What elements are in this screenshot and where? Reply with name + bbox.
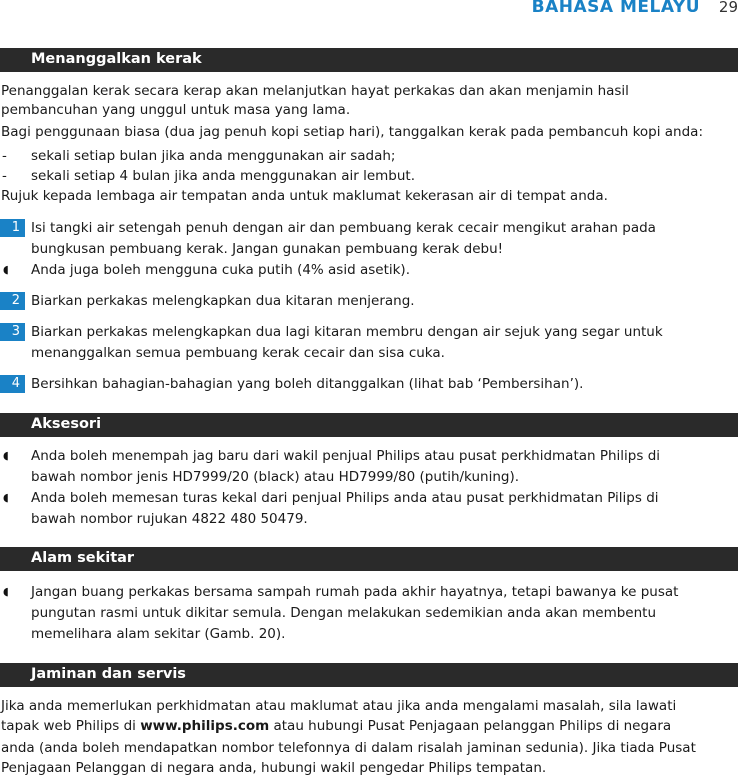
paragraph-line: anda (anda boleh mendapatkan nombor telefonnya di dalam risalah jaminan sedunia). Jika tiada Pusat (1, 740, 696, 756)
bullet-icon: ◖ (3, 263, 9, 276)
section-header-accessories (0, 413, 738, 437)
section-header-environment (0, 547, 738, 571)
list-item: sekali setiap bulan jika anda menggunakan air sadah; (31, 148, 396, 164)
bullet-icon: ◖ (3, 449, 9, 462)
bullet-text: Anda boleh menempah jag baru dari wakil penjual Philips atau pusat perkhidmatan Philips di (31, 448, 661, 464)
bullet-text: memelihara alam sekitar (Gamb. 20). (31, 626, 286, 642)
paragraph-line: Penanggalan kerak secara kerap akan melanjutkan hayat perkakas dan akan menjamin hasil (1, 83, 629, 99)
bullet-text: Anda boleh memesan turas kekal dari penjual Philips anda atau pusat perkhidmatan Pilips di (31, 490, 659, 506)
dash-marker: - (2, 148, 7, 164)
section-title: Aksesori (31, 416, 102, 432)
bullet-icon: ◖ (3, 585, 9, 598)
text-segment: tapak web Philips di (1, 718, 141, 734)
step-text: Biarkan perkakas melengkapkan dua kitaran menjerang. (31, 293, 415, 309)
bullet-text: bawah nombor jenis HD7999/20 (black) atau HD7999/80 (putih/kuning). (31, 469, 520, 485)
page-header (0, 0, 738, 22)
language-label: BAHASA MELAYU (531, 0, 700, 17)
bullet-text: pungutan rasmi untuk dikitar semula. Dengan melakukan sedemikian anda akan membentu (31, 605, 657, 621)
step-number-badge: 4 (0, 375, 25, 393)
step-text: Isi tangki air setengah penuh dengan air dan pembuang kerak cecair mengikut arahan pada (31, 220, 656, 236)
paragraph-line: Jika anda memerlukan perkhidmatan atau maklumat atau jika anda mengalami masalah, sila lawati (1, 698, 677, 714)
website-link[interactable]: www.philips.com (140, 718, 270, 734)
section-header-guarantee (0, 663, 738, 687)
bullet-text: Jangan buang perkakas bersama sampah rumah pada akhir hayatnya, tetapi bawanya ke pusat (31, 584, 679, 600)
step-text: bungkusan pembuang kerak. Jangan gunakan pembuang kerak debu! (31, 241, 504, 257)
bullet-icon: ◖ (3, 491, 9, 504)
section-title: Menanggalkan kerak (31, 51, 202, 67)
step-text: Biarkan perkakas melengkapkan dua lagi kitaran membru dengan air sejuk yang segar untuk (31, 324, 663, 340)
bullet-text: Anda juga boleh mengguna cuka putih (4% asid asetik). (31, 262, 410, 278)
dash-marker: - (2, 168, 7, 184)
page-number: 29 (718, 0, 738, 16)
step-text: menanggalkan semua pembuang kerak cecair dan sisa cuka. (31, 345, 445, 361)
paragraph-line: pembancuhan yang unggul untuk masa yang lama. (1, 102, 351, 118)
step-number-badge: 3 (0, 323, 25, 341)
text-segment: atau hubungi Pusat Penjagaan pelanggan Philips di negara (269, 718, 672, 734)
section-title: Alam sekitar (31, 550, 135, 566)
step-text: Bersihkan bahagian-bahagian yang boleh ditanggalkan (lihat bab ‘Pembersihan’). (31, 376, 584, 392)
paragraph-line: Penjagaan Pelanggan di negara anda, hubungi wakil pengedar Philips tempatan. (1, 760, 547, 776)
step-number-badge: 2 (0, 292, 25, 310)
paragraph-line: Rujuk kepada lembaga air tempatan anda untuk maklumat kekerasan air di tempat anda. (1, 188, 608, 204)
paragraph-line (1, 717, 671, 735)
bullet-text: bawah nombor rujukan 4822 480 50479. (31, 511, 308, 527)
list-item: sekali setiap 4 bulan jika anda menggunakan air lembut. (31, 168, 416, 184)
paragraph-line: Bagi penggunaan biasa (dua jag penuh kopi setiap hari), tanggalkan kerak pada pembancuh kopi anda: (1, 124, 703, 140)
section-header-descaling (0, 48, 738, 72)
step-number-badge: 1 (0, 219, 25, 237)
section-title: Jaminan dan servis (31, 666, 186, 682)
